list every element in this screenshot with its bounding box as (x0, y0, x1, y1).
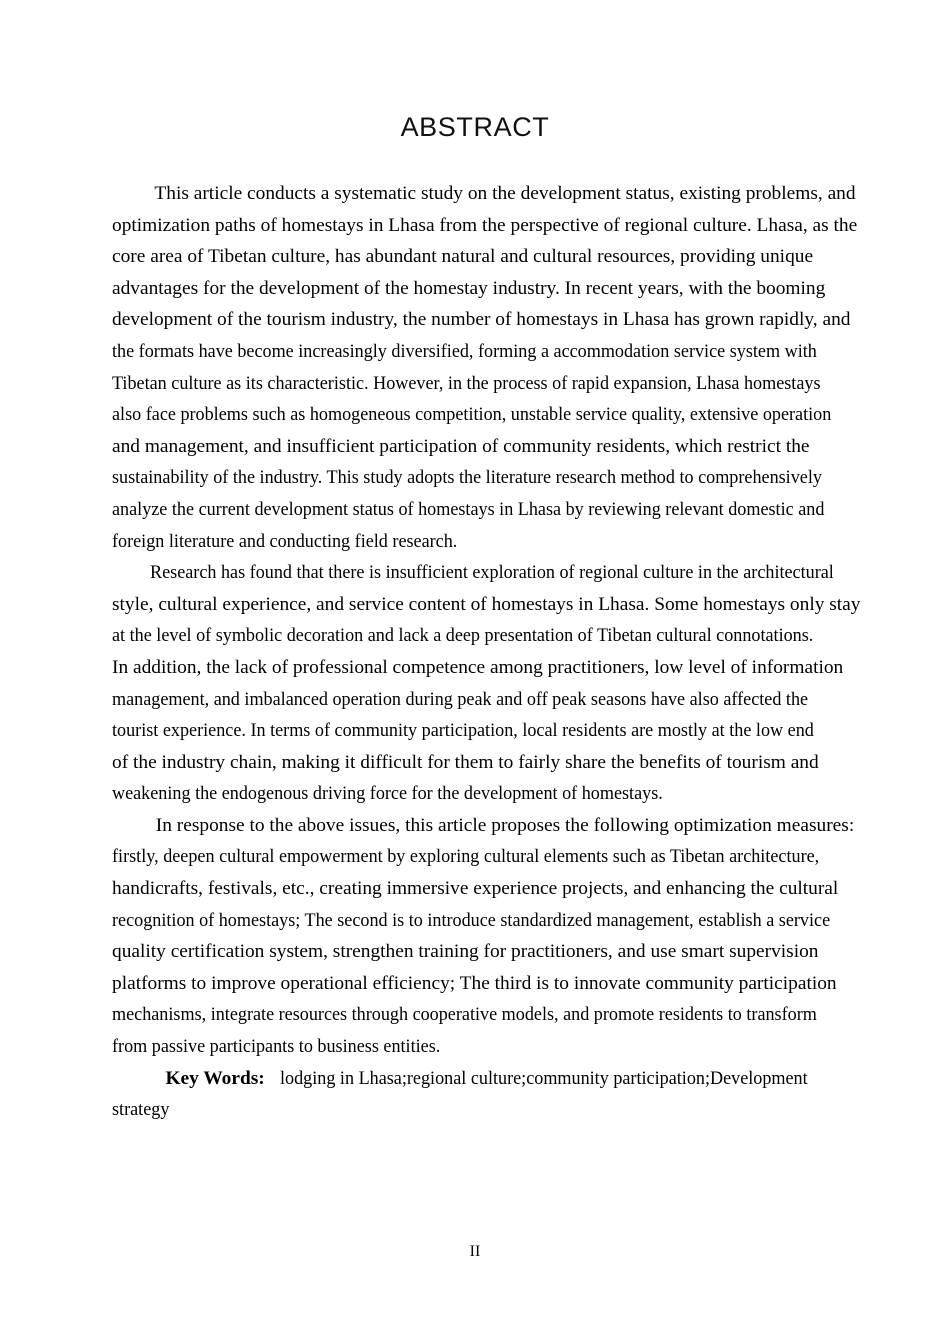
text-line (112, 178, 860, 210)
text-line (112, 684, 860, 716)
text-line (112, 210, 860, 242)
text-line (112, 241, 860, 273)
text-line (112, 399, 860, 431)
text-line (112, 368, 860, 400)
line-text: from passive participants to business entities. (112, 1036, 441, 1058)
text-line (112, 494, 860, 526)
line-text: advantages for the development of the homestay industry. In recent years, with the booming (112, 277, 826, 299)
text-line (112, 1063, 860, 1095)
line-text: also face problems such as homogeneous competition, unstable service quality, extensive operation (112, 404, 832, 426)
line-text: mechanisms, integrate resources through cooperative models, and promote residents to transform (112, 1004, 817, 1026)
text-line (112, 873, 860, 905)
line-text: In addition, the lack of professional competence among practitioners, low level of information (112, 656, 844, 678)
keywords-value-cont: strategy (112, 1099, 170, 1121)
line-text: core area of Tibetan culture, has abundant natural and cultural resources, providing unique (112, 246, 814, 268)
text-line (112, 589, 860, 621)
line-text: tourist experience. In terms of community participation, local residents are mostly at the low end (112, 720, 814, 742)
text-line (112, 905, 860, 937)
line-text: style, cultural experience, and service content of homestays in Lhasa. Some homestays only stay (112, 593, 861, 615)
line-text: the formats have become increasingly diversified, forming a accommodation service system with (112, 340, 817, 362)
paragraph-2 (112, 557, 860, 810)
paragraph-3 (112, 810, 860, 1063)
text-line (112, 810, 860, 842)
line-text: handicrafts, festivals, etc., creating immersive experience projects, and enhancing the cultural (112, 878, 839, 900)
line-text: management, and imbalanced operation during peak and off peak seasons have also affected the (112, 688, 809, 710)
line-text: Research has found that there is insufficient exploration of regional culture in the architectural (150, 562, 834, 584)
line-text: recognition of homestays; The second is to introduce standardized management, establish a service (112, 909, 831, 931)
line-text: sustainability of the industry. This study adopts the literature research method to comprehensively (112, 467, 822, 489)
line-text: at the level of symbolic decoration and lack a deep presentation of Tibetan cultural connotations. (112, 625, 814, 647)
line-text: development of the tourism industry, the number of homestays in Lhasa has grown rapidly, and (112, 309, 851, 331)
text-line (112, 715, 860, 747)
text-line (112, 936, 860, 968)
text-line (112, 336, 860, 368)
text-line (112, 273, 860, 305)
text-line (112, 968, 860, 1000)
text-line (112, 1094, 860, 1126)
text-line (112, 841, 860, 873)
line-text: foreign literature and conducting field research. (112, 530, 458, 552)
page-title: ABSTRACT (400, 112, 550, 142)
line-text: analyze the current development status of homestays in Lhasa by reviewing relevant domestic and (112, 498, 825, 520)
text-line (112, 778, 860, 810)
text-line (112, 652, 860, 684)
first-line-indent (112, 810, 150, 842)
text-line (112, 557, 860, 589)
line-text: firstly, deepen cultural empowerment by exploring cultural elements such as Tibetan architecture, (112, 846, 820, 868)
line-text: quality certification system, strengthen training for practitioners, and use smart supervision (112, 941, 819, 963)
text-line (112, 620, 860, 652)
text-line (112, 431, 860, 463)
text-line (112, 747, 860, 779)
line-text: platforms to improve operational efficiency; The third is to innovate community participation (112, 972, 837, 994)
line-text: of the industry chain, making it difficult for them to fairly share the benefits of tourism and (112, 751, 819, 773)
keywords-label: Key Words: (165, 1067, 265, 1089)
line-text: This article conducts a systematic study on the development status, existing problems, and (154, 183, 856, 204)
keywords-value: lodging in Lhasa;regional culture;community participation;Development (280, 1067, 808, 1089)
text-line (112, 1031, 860, 1063)
first-line-indent (112, 1063, 150, 1095)
line-text: In response to the above issues, this article proposes the following optimization measures: (155, 814, 855, 836)
page-number: II (469, 1243, 481, 1260)
line-text: weakening the endogenous driving force for the development of homestays. (112, 783, 663, 805)
line-text: and management, and insufficient participation of community residents, which restrict the (112, 435, 810, 457)
text-line (112, 526, 860, 558)
text-line (112, 304, 860, 336)
keywords-paragraph (112, 1063, 860, 1126)
line-text: optimization paths of homestays in Lhasa from the perspective of regional culture. Lhasa, as the (112, 214, 858, 236)
first-line-indent (112, 178, 150, 210)
text-line (112, 462, 860, 494)
paragraph-1 (112, 178, 860, 557)
line-text: Tibetan culture as its characteristic. However, in the process of rapid expansion, Lhasa homestays (112, 372, 821, 394)
text-line (112, 999, 860, 1031)
abstract-body (112, 178, 860, 1126)
